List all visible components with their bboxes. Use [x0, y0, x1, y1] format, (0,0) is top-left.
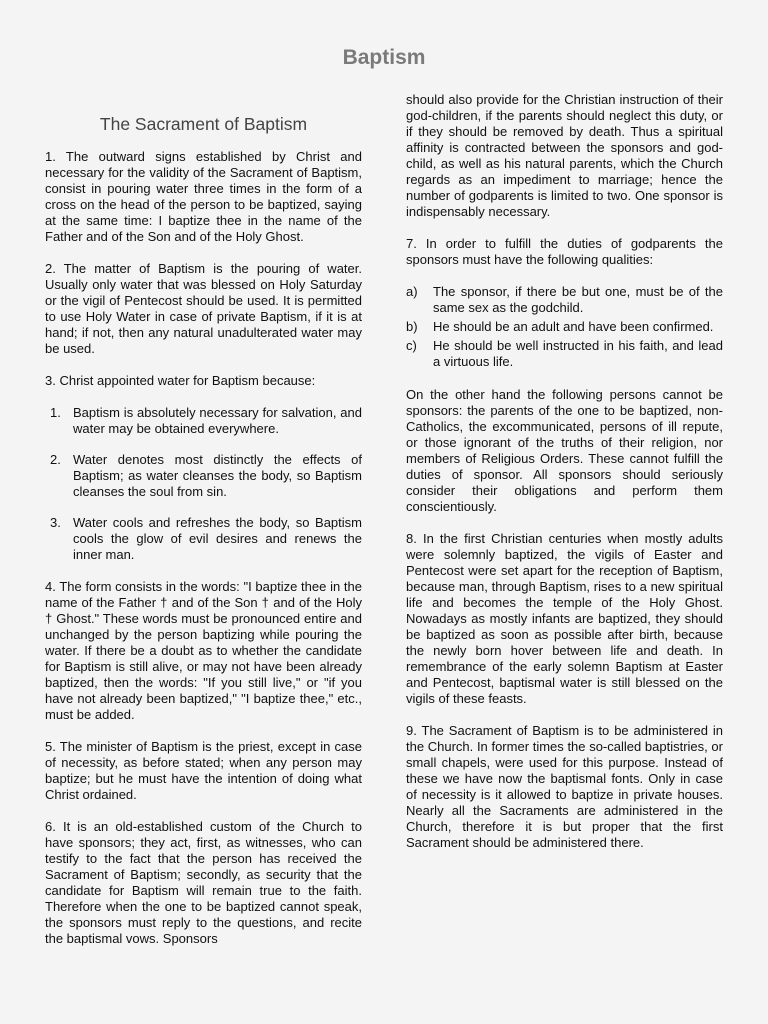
list-marker: 2.: [50, 452, 61, 467]
list-item: [45, 405, 362, 437]
list-marker: 1.: [50, 405, 61, 420]
list-marker: c): [406, 338, 417, 353]
list-item: [45, 515, 362, 563]
list-item: [406, 319, 723, 335]
paragraph-4: 4. The form consists in the words: "I baptize thee in the name of the Father † and of the Son † and of the Holy † Ghost." These words must be pronounced entire and unchanged by the person baptizing while pouring the water. If there be a doubt as to whether the candidate for Baptism is still alive, or may not have been already baptized, then the words: "If you still live," or "if you have not already been baptized," "I baptize thee," etc., must be added.: [45, 579, 362, 722]
paragraph-7-continued: On the other hand the following persons cannot be sponsors: the parents of the one to be baptized, non-Catholics, the excommunicated, persons of ill repute, or those ignorant of the truths of their religion, nor members of Religious Orders. These cannot fulfill the duties of sponsor. All sponsors should seriously consider their obligations and perform them conscientiously.: [406, 387, 723, 514]
list-item-text: He should be an adult and have been confirmed.: [433, 319, 714, 334]
paragraph-9: 9. The Sacrament of Baptism is to be administered in the Church. In former times the so-called baptistries, or small chapels, were used for this purpose. Instead of these we have now the baptismal fonts. Only in case of necessity is it allowed to baptize in private houses. Nearly all the Sacraments are administered in the Church, therefore it is but proper that the first Sacrament should be administered there.: [406, 723, 723, 850]
list-item-text: Water cools and refreshes the body, so Baptism cools the glow of evil desires and renews the inner man.: [73, 515, 362, 562]
paragraph-2: 2. The matter of Baptism is the pouring of water. Usually only water that was blessed on Holy Saturday or the vigil of Pentecost should be used. It is permitted to use Holy Water in case of private Baptism, if it is at hand; if not, then any natural unadulterated water may be used.: [45, 261, 362, 356]
list-item-text: The sponsor, if there be but one, must be of the same sex as the godchild.: [433, 284, 723, 315]
list-item: [406, 284, 723, 316]
list-item-text: He should be well instructed in his faith, and lead a virtuous life.: [433, 338, 723, 369]
paragraph-1: 1. The outward signs established by Christ and necessary for the validity of the Sacrament of Baptism, consist in pouring water three times in the form of a cross on the head of the person to be baptized, saying at the same time: I baptize thee in the name of the Father and of the Son and of the Holy Ghost.: [45, 149, 362, 244]
paragraph-5: 5. The minister of Baptism is the priest, except in case of necessity, as before stated; when any person may baptize; but he must have the intention of doing what Christ ordained.: [45, 739, 362, 802]
list-marker: a): [406, 284, 418, 299]
paragraph-6-continued: should also provide for the Christian instruction of their god-children, if the parents should neglect this duty, or if they should be removed by death. Thus a spiritual affinity is contracted between the sponsors and god-child, as well as his natural parents, which the Church regards as an impediment to marriage; hence the number of godparents is limited to two. One sponsor is indispensably necessary.: [406, 92, 723, 219]
document-title: Baptism: [342, 46, 426, 69]
reasons-list: [45, 405, 362, 563]
list-item: [45, 452, 362, 500]
list-item-text: Water denotes most distinctly the effects of Baptism; as water cleanses the body, so Baptism cleanses the soul from sin.: [73, 452, 362, 499]
paragraph-7: 7. In order to fulfill the duties of godparents the sponsors must have the following qualities:: [406, 236, 723, 267]
right-column: [406, 92, 723, 867]
list-marker: 3.: [50, 515, 61, 530]
section-heading: The Sacrament of Baptism: [99, 114, 308, 134]
qualities-list: [406, 284, 723, 370]
paragraph-6: 6. It is an old-established custom of the Church to have sponsors; they act, first, as witnesses, who can testify to the fact that the person has received the Sacrament of Baptism; secondly, as security that the candidate for Baptism will remain true to the faith. Therefore when the one to be baptized cannot speak, the sponsors must reply to the questions, and recite the baptismal vows. Sponsors: [45, 819, 362, 946]
left-column: [45, 92, 362, 963]
list-item-text: Baptism is absolutely necessary for salvation, and water may be obtained everywhere.: [73, 405, 362, 436]
paragraph-8: 8. In the first Christian centuries when mostly adults were solemnly baptized, the vigils of Easter and Pentecost were set apart for the reception of Baptism, because man, through Baptism, rises to a new spiritual life and becomes the temple of the Holy Ghost. Nowadays as mostly infants are baptized, they should be baptized as soon as possible after birth, because the newly born hover between life and death. In remembrance of the early solemn Baptism at Easter and Pentecost, baptismal water is still blessed on the vigils of these feasts.: [406, 531, 723, 706]
list-item: [406, 338, 723, 370]
paragraph-3: 3. Christ appointed water for Baptism because:: [45, 373, 316, 388]
list-marker: b): [406, 319, 418, 334]
